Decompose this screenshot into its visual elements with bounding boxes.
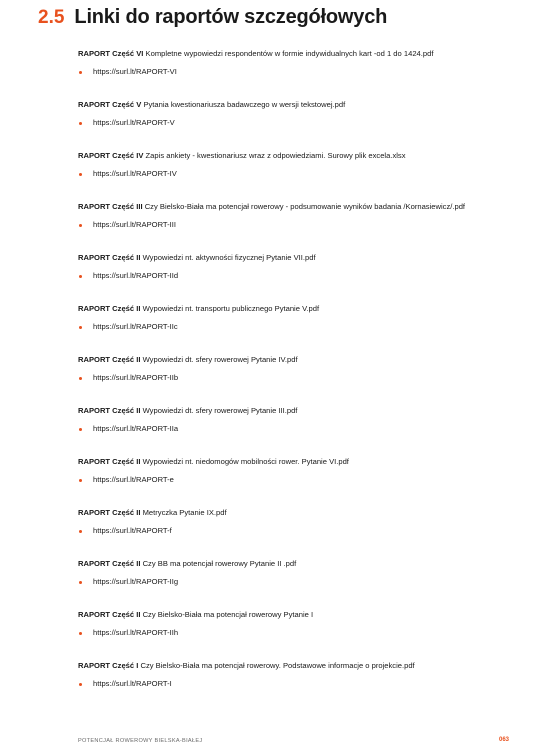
bullet-icon	[79, 326, 82, 329]
report-part-label: RAPORT Część I	[78, 661, 139, 670]
report-part-label: RAPORT Część II	[78, 253, 141, 262]
report-part-label: RAPORT Część II	[78, 355, 141, 364]
report-link[interactable]: https://surl.lt/RAPORT-IId	[93, 271, 179, 280]
report-link[interactable]: https://surl.lt/RAPORT-IIh	[93, 628, 179, 637]
report-link[interactable]: https://surl.lt/RAPORT-I	[93, 679, 172, 688]
footer-publication-title: POTENCJAŁ ROWEROWY BIELSKA-BIAŁEJ	[78, 738, 203, 744]
bullet-icon	[79, 479, 82, 482]
bullet-icon	[79, 530, 82, 533]
report-part-label: RAPORT Część II	[78, 559, 141, 568]
report-entry-link-row	[78, 577, 518, 587]
report-file-description: Czy Bielsko-Biała ma potencjał rowerowy - podsumowanie wyników badania /Kornasiewicz/.pdf	[144, 202, 466, 211]
report-part-label: RAPORT Część II	[78, 457, 141, 466]
report-entry-link-row	[78, 424, 518, 434]
report-link[interactable]: https://surl.lt/RAPORT-V	[93, 118, 175, 127]
report-entry-link-row	[78, 679, 518, 689]
report-file-description: Metryczka Pytanie IX.pdf	[142, 508, 227, 517]
bullet-icon	[79, 581, 82, 584]
report-entry	[78, 202, 518, 253]
bullet-icon	[79, 173, 82, 176]
report-link[interactable]: https://surl.lt/RAPORT-f	[93, 526, 172, 535]
bullet-icon	[79, 428, 82, 431]
report-link[interactable]: https://surl.lt/RAPORT-IIb	[93, 373, 179, 382]
bullet-icon	[79, 71, 82, 74]
report-file-description: Zapis ankiety - kwestionariusz wraz z odpowiedziami. Surowy plik excela.xlsx	[145, 151, 406, 160]
report-entry-link-row	[78, 373, 518, 383]
report-entry-title	[78, 151, 518, 161]
report-entry-title	[78, 100, 518, 110]
report-entry	[78, 508, 518, 559]
report-file-description: Wypowiedzi nt. aktywności fizycznej Pytanie VII.pdf	[142, 253, 316, 262]
report-part-label: RAPORT Część IV	[78, 151, 144, 160]
section-title: Linki do raportów szczegółowych	[74, 6, 388, 28]
report-entry-link-row	[78, 67, 518, 77]
report-entry-title	[78, 49, 518, 59]
bullet-icon	[79, 224, 82, 227]
report-file-description: Kompletne wypowiedzi respondentów w formie indywidualnych kart -od 1 do 1424.pdf	[145, 49, 434, 58]
report-entry-title	[78, 202, 518, 212]
report-entry-title	[78, 253, 518, 263]
report-entry-title	[78, 304, 518, 314]
report-link[interactable]: https://surl.lt/RAPORT-IV	[93, 169, 177, 178]
report-link[interactable]: https://surl.lt/RAPORT-VI	[93, 67, 177, 76]
bullet-icon	[79, 122, 82, 125]
page-number: 063	[498, 737, 509, 743]
report-entry	[78, 253, 518, 304]
report-file-description: Wypowiedzi dt. sfery rowerowej Pytanie III.pdf	[142, 406, 298, 415]
report-entry	[78, 49, 518, 100]
report-entry	[78, 355, 518, 406]
report-entry-title	[78, 457, 518, 467]
report-entry-title	[78, 559, 518, 569]
report-entry	[78, 304, 518, 355]
report-entry	[78, 559, 518, 610]
report-part-label: RAPORT Część VI	[78, 49, 144, 58]
report-file-description: Czy BB ma potencjał rowerowy Pytanie II .pdf	[142, 559, 297, 568]
report-link[interactable]: https://surl.lt/RAPORT-IIc	[93, 322, 178, 331]
report-entry-link-row	[78, 271, 518, 281]
report-link[interactable]: https://surl.lt/RAPORT-III	[93, 220, 176, 229]
report-entry-link-row	[78, 322, 518, 332]
report-link[interactable]: https://surl.lt/RAPORT-e	[93, 475, 174, 484]
section-number: 2.5	[38, 7, 65, 28]
report-entry-title	[78, 406, 518, 416]
report-part-label: RAPORT Część II	[78, 508, 141, 517]
report-part-label: RAPORT Część II	[78, 406, 141, 415]
report-entry-title	[78, 355, 518, 365]
report-part-label: RAPORT Część II	[78, 610, 141, 619]
report-entry-title	[78, 661, 518, 671]
report-entry-title	[78, 508, 518, 518]
report-entry-link-row	[78, 118, 518, 128]
report-entry	[78, 100, 518, 151]
report-entry	[78, 457, 518, 508]
report-link[interactable]: https://surl.lt/RAPORT-IIa	[93, 424, 179, 433]
report-link[interactable]: https://surl.lt/RAPORT-IIg	[93, 577, 179, 586]
bullet-icon	[79, 683, 82, 686]
report-entry	[78, 661, 518, 712]
report-file-description: Czy Bielsko-Biała ma potencjał rowerowy Pytanie I	[142, 610, 314, 619]
bullet-icon	[79, 377, 82, 380]
report-file-description: Wypowiedzi nt. niedomogów mobilności rower. Pytanie VI.pdf	[142, 457, 349, 466]
report-entry	[78, 610, 518, 661]
report-file-description: Wypowiedzi nt. transportu publicznego Pytanie V.pdf	[142, 304, 320, 313]
report-part-label: RAPORT Część V	[78, 100, 142, 109]
report-entry	[78, 151, 518, 202]
section-header	[38, 6, 387, 34]
report-entry-link-row	[78, 169, 518, 179]
report-file-description: Pytania kwestionariusza badawczego w wersji tekstowej.pdf	[143, 100, 346, 109]
report-part-label: RAPORT Część III	[78, 202, 143, 211]
report-entry-link-row	[78, 526, 518, 536]
report-entry-link-row	[78, 220, 518, 230]
bullet-icon	[79, 275, 82, 278]
report-entry	[78, 406, 518, 457]
bullet-icon	[79, 632, 82, 635]
report-entry-title	[78, 610, 518, 620]
report-file-description: Czy Bielsko-Biała ma potencjał rowerowy. Podstawowe informacje o projekcie.pdf	[140, 661, 415, 670]
report-part-label: RAPORT Część II	[78, 304, 141, 313]
report-entry-link-row	[78, 475, 518, 485]
report-links-list	[78, 49, 518, 712]
report-file-description: Wypowiedzi dt. sfery rowerowej Pytanie IV.pdf	[142, 355, 298, 364]
report-entry-link-row	[78, 628, 518, 638]
